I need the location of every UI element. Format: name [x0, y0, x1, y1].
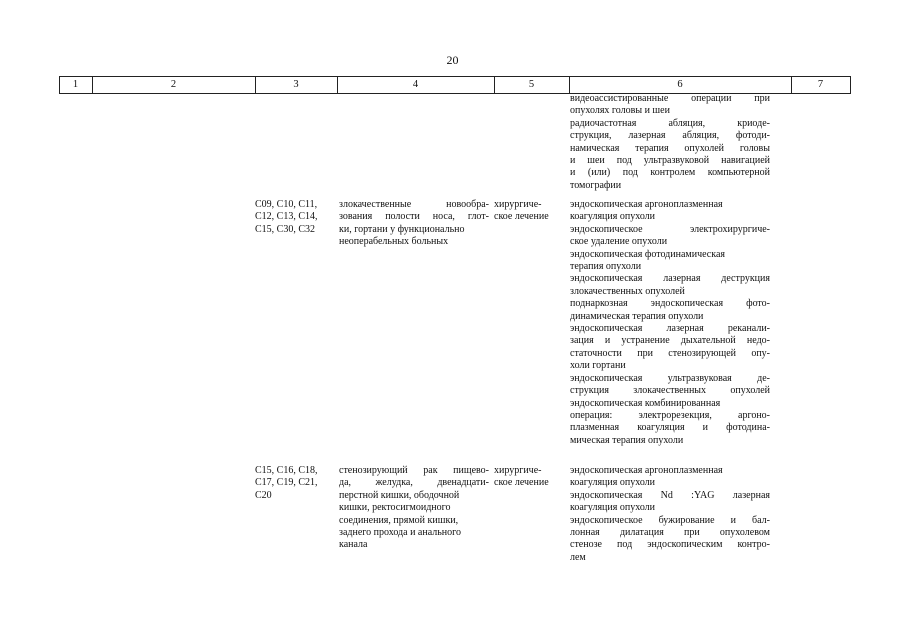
codes-cell [255, 465, 333, 502]
codes-cell-line: C17, C19, C21, [255, 477, 318, 489]
codes-cell [255, 199, 333, 236]
methods-cell-line: динамическая терапия опухоли [570, 310, 704, 322]
methods-cell-line: стенозе под эндоскопическим контро- [570, 539, 770, 551]
methods-cell-line: коагуляция опухоли [570, 211, 656, 223]
methods-cell-line: томографии [570, 179, 622, 191]
codes-cell-line: C15, C30, C32 [255, 223, 316, 235]
methods-cell [570, 465, 770, 564]
methods-cell-line: и шеи под ультразвуковой навигацией [570, 155, 770, 167]
header-col-7: 7 [817, 79, 824, 90]
methods-cell-line: эндоскопическая Nd :YAG лазерная [570, 489, 770, 501]
methods-cell-line: холи гортани [570, 360, 626, 372]
header-divider [850, 77, 851, 93]
methods-cell-line: плазменная коагуляция и фотодина- [570, 422, 770, 434]
page-number: 20 [446, 53, 459, 67]
diagnosis-cell-line: зования полости носа, глот- [339, 211, 489, 223]
methods-cell-line: эндоскопическая ультразвуковая де- [570, 372, 770, 384]
methods-cell-line: мическая терапия опухоли [570, 434, 684, 446]
methods-cell-line: коагуляция опухоли [570, 502, 656, 514]
treatment-cell-line: хирургиче- [494, 199, 542, 210]
diagnosis-cell-line: да, желудка, двенадцати- [339, 477, 489, 489]
methods-cell-line: злокачественных опухолей [570, 285, 685, 297]
methods-cell-line: эндоскопическая лазерная деструкция [570, 273, 770, 285]
diagnosis-cell-line: заднего прохода и анального [339, 527, 462, 539]
header-col-1: 1 [72, 79, 79, 90]
treatment-cell-line: ское лечение [494, 211, 549, 223]
diagnosis-cell-line: канала [339, 539, 368, 551]
methods-cell-line: ское удаление опухоли [570, 236, 668, 248]
treatment-cell [494, 199, 564, 224]
methods-cell-line: терапия опухоли [570, 261, 642, 273]
treatment-cell-line: ское лечение [494, 477, 549, 489]
methods-cell-line: эндоскопическая аргоноплазменная [570, 465, 723, 476]
codes-cell-line: C12, C13, C14, [255, 211, 318, 223]
methods-cell-line: и (или) под контролем компьютерной [570, 167, 770, 179]
methods-cell-line: эндоскопическая фотодинамическая [570, 248, 725, 260]
methods-cell-line: эндоскопическая комбинированная [570, 397, 721, 409]
methods-cell-line: коагуляция опухоли [570, 477, 656, 489]
methods-cell-line: лонная дилатация при опухолевом [570, 527, 770, 539]
methods-cell-line: видеоассистированные операции при [570, 93, 770, 104]
diagnosis-cell-line: стенозирующий рак пищево- [339, 465, 489, 476]
methods-cell-line: эндоскопическая аргоноплазменная [570, 199, 723, 210]
header-col-6: 6 [677, 79, 683, 90]
methods-cell-line: зация и устранение дыхательной недо- [570, 335, 770, 347]
methods-cell-line: радиочастотная абляция, криоде- [570, 117, 770, 129]
treatment-cell [494, 465, 564, 490]
codes-cell-line: C09, C10, C11, [255, 199, 318, 210]
methods-cell-line: операция: электрорезекция, аргоно- [570, 409, 770, 421]
diagnosis-cell-line: неоперабельных больных [339, 236, 449, 248]
methods-cell [570, 93, 770, 192]
methods-cell-line: лем [570, 551, 586, 563]
codes-cell-line: C20 [255, 489, 272, 501]
treatment-cell-line: хирургиче- [494, 465, 542, 476]
methods-cell-line: струкция, лазерная абляция, фотоди- [570, 130, 770, 142]
diagnosis-cell [339, 199, 489, 249]
methods-cell-line: статочности при стенозирующей опу- [570, 347, 770, 359]
methods-cell-line: эндоскопическое электрохирургиче- [570, 223, 770, 235]
diagnosis-cell-line: соединения, прямой кишки, [339, 514, 459, 526]
diagnosis-cell-line: кишки, ректосигмоидного [339, 502, 451, 514]
diagnosis-cell [339, 465, 489, 552]
diagnosis-cell-line: перстной кишки, ободочной [339, 489, 460, 501]
diagnosis-cell-line: ки, гортани у функционально [339, 223, 465, 235]
methods-cell-line: намическая терапия опухолей головы [570, 142, 770, 154]
methods-cell [570, 199, 770, 447]
header-col-3: 3 [293, 79, 299, 90]
diagnosis-cell-line: злокачественные новообра- [339, 199, 489, 210]
codes-cell-line: C15, C16, C18, [255, 465, 318, 476]
header-col-2: 2 [170, 79, 177, 90]
methods-cell-line: эндоскопическая лазерная реканали- [570, 323, 770, 335]
header-col-4: 4 [412, 79, 419, 90]
methods-cell-line: струкция злокачественных опухолей [570, 385, 770, 397]
table-header [59, 76, 851, 94]
methods-cell-line: опухолях головы и шеи [570, 105, 670, 117]
methods-cell-line: поднаркозная эндоскопическая фото- [570, 298, 770, 310]
header-col-5: 5 [528, 79, 535, 90]
methods-cell-line: эндоскопическое бужирование и бал- [570, 514, 770, 526]
